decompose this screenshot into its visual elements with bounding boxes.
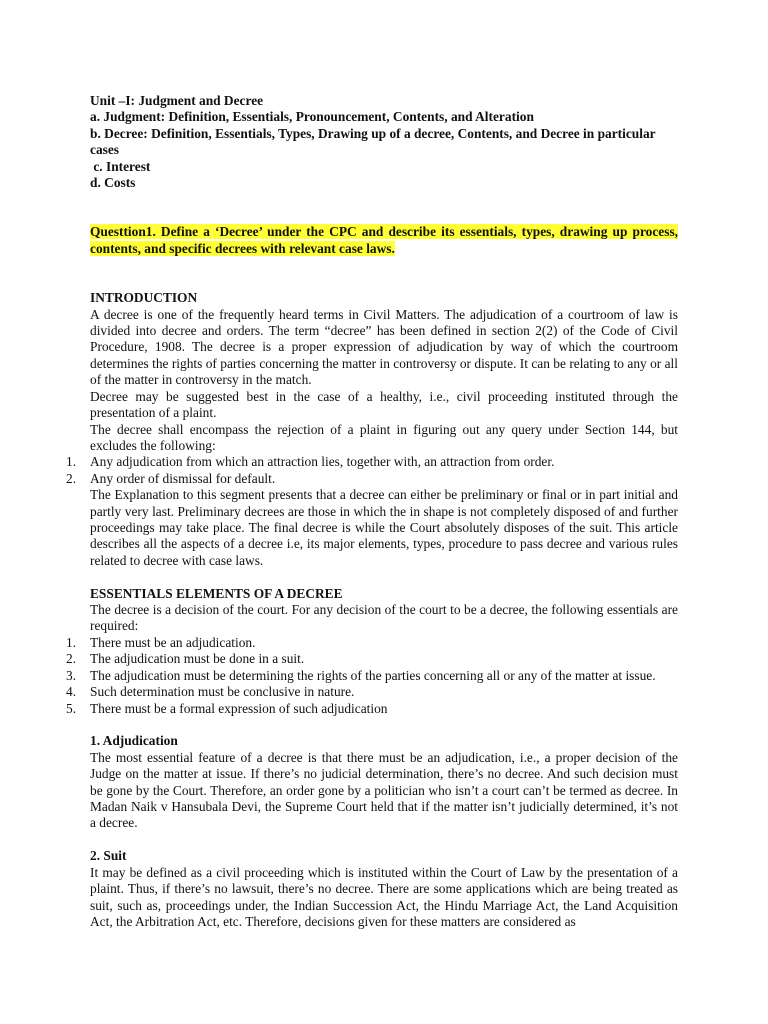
list-number: 3. — [66, 667, 77, 683]
spacer — [90, 569, 678, 586]
list-number: 4. — [66, 684, 77, 700]
list-number: 2. — [66, 651, 77, 667]
list-text: Such determination must be conclusive in nature. — [90, 684, 355, 700]
list-number: 2. — [66, 470, 77, 486]
question-block — [90, 224, 678, 257]
list-number: 5. — [66, 700, 77, 716]
adjudication-section — [90, 733, 678, 831]
introduction-paragraph-4: The Explanation to this segment presents that a decree can either be preliminary or final or in part initial and partly very last. Preliminary decrees are those in which the in shape is not completely disposed of and further proceedings may take place. The final decree is while the Court absolutely disposes of the suit. This article describes all the aspects of a decree i.e, its major elements, types, procedure to pass decree and various rules related to decree with case laws. — [90, 487, 678, 568]
suit-section — [90, 848, 678, 930]
list-item — [66, 700, 678, 717]
list-item — [66, 454, 678, 470]
spacer — [90, 832, 678, 849]
topic-line-d: d. Costs — [90, 175, 136, 191]
adjudication-paragraph: The most essential feature of a decree is that there must be an adjudication, i.e., a proper decision of the Judge on the matter at issue. If there’s no judicial determination, there’s no decree. And such decision must be gone by the Court. Therefore, an order gone by a politician who isn’t a court can’t be termed as decree. In Madan Naik v Hansubala Devi, the Supreme Court held that if the matter isn’t judicially determined, it’s not a decree. — [90, 749, 678, 831]
document-body — [66, 93, 678, 930]
list-number: 1. — [66, 634, 77, 650]
essentials-heading: ESSENTIALS ELEMENTS OF A DECREE — [90, 585, 343, 601]
introduction-section — [66, 290, 678, 569]
list-item — [66, 667, 678, 684]
list-text: Any order of dismissal for default. — [90, 470, 276, 486]
list-text: There must be an adjudication. — [90, 634, 256, 650]
list-item — [66, 634, 678, 651]
exclusions-list — [66, 454, 678, 487]
list-text: Any adjudication from which an attraction lies, together with, an attraction from order. — [90, 454, 555, 470]
list-item — [66, 470, 678, 487]
list-text: There must be a formal expression of such adjudication — [90, 700, 388, 716]
list-text: The adjudication must be determining the rights of the parties concerning all or any of the matter at issue. — [90, 667, 656, 683]
list-number: 1. — [66, 454, 77, 470]
introduction-paragraph-3: The decree shall encompass the rejection of a plaint in figuring out any query under Section 144, but excludes the following: — [90, 421, 678, 453]
topic-line-b: b. Decree: Definition, Essentials, Types, Drawing up of a decree, Contents, and Decree in particular cases — [90, 125, 656, 158]
introduction-paragraph-2: Decree may be suggested best in the case of a healthy, i.e., civil proceeding instituted through the presentation of a plaint. — [90, 388, 678, 421]
spacer — [90, 257, 678, 290]
list-item — [66, 684, 678, 700]
list-text: The adjudication must be done in a suit. — [90, 651, 305, 667]
suit-paragraph: It may be defined as a civil proceeding which is instituted within the Court of Law by the presentation of a plaint. Thus, if there’s no lawsuit, there’s no decree. There are some applications which are being treated as suit, such as, proceedings under, the Indian Succession Act, the Hindu Marriage Act, the Land Acquisition Act, the Arbitration Act, etc. Therefore, decisions given for these matters are considered as — [90, 864, 678, 929]
introduction-heading: INTRODUCTION — [90, 290, 198, 306]
unit-header — [90, 93, 678, 191]
topic-line-c: c. Interest — [90, 158, 151, 174]
question-text: Questtion1. Define a ‘Decree’ under the CPC and describe its essentials, types, drawing up process, contents, and specific decrees with relevant case laws. — [90, 224, 678, 256]
introduction-paragraph-1: A decree is one of the frequently heard terms in Civil Matters. The adjudication of a courtroom of law is divided into decree and orders. The term “decree” has been defined in section 2(2) of the Code of Civil Procedure, 1908. The decree is a proper expression of adjudication by way of which the courtroom determines the rights of parties concerning the matter in controversy or dispute. It can be relating to any or all of the matter in controversy in the match. — [90, 306, 678, 388]
topic-line-a: a. Judgment: Definition, Essentials, Pronouncement, Contents, and Alteration — [90, 109, 534, 125]
suit-heading: 2. Suit — [90, 848, 127, 864]
essentials-paragraph-1: The decree is a decision of the court. For any decision of the court to be a decree, the following essentials are required: — [90, 602, 678, 634]
spacer — [90, 717, 678, 734]
essentials-list — [66, 634, 678, 717]
essentials-section — [66, 585, 678, 717]
adjudication-heading: 1. Adjudication — [90, 733, 178, 749]
unit-title: Unit –I: Judgment and Decree — [90, 93, 264, 108]
list-item — [66, 651, 678, 667]
